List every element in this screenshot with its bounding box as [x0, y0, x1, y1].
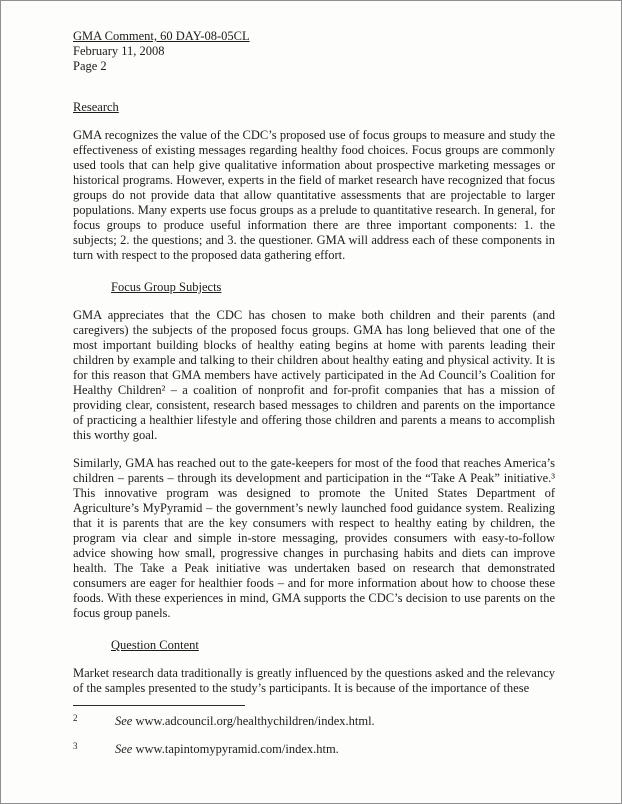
- footnote-3-text: [115, 742, 339, 756]
- paragraph-research-intro: GMA recognizes the value of the CDC’s proposed use of focus groups to measure and study the effectiveness of existing messages regarding healthy food choices. Focus groups are commonly used tools that can help give qualitative information about prospective marketing messages or historical programs. However, experts in the field of market research have recognized that focus groups do not provide data that allow quantitative assessments that are projectable to larger populations. Many experts use focus groups as a prelude to quantitative research. In general, for focus groups to produce useful information there are three important components: 1. the subjects; 2. the questions; and 3. the questioner. GMA will address each of these components in turn with respect to the proposed data gathering effort.: [73, 128, 555, 262]
- subsection-heading-question-content: Question Content: [111, 638, 199, 652]
- footnote-3-number: 3: [73, 741, 78, 751]
- footnote-2-number: 2: [73, 713, 78, 723]
- footnotes-section: [73, 705, 555, 767]
- paragraph-focus-group-subjects-1: GMA appreciates that the CDC has chosen to make both children and their parents (and caregivers) the subjects of the proposed focus groups. GMA has long believed that one of the most important building blocks of healthy eating begins at home with parents leading their children by example and talking to their children about healthy eating and physical activity. It is for this reason that GMA members have actively participated in the Ad Council’s Coalition for Healthy Children² – a coalition of nonprofit and for-profit companies that has a mission of providing clear, consistent, research based messages to children and parents on the importance of practicing a healthier lifestyle and offering those children and parents a means to accomplish this worthy goal.: [73, 308, 555, 442]
- section-heading-research: Research: [73, 100, 119, 114]
- paragraph-question-content: Market research data traditionally is greatly influenced by the questions asked and the relevancy of the samples presented to the study’s participants. It is because of the importance of these: [73, 666, 555, 695]
- document-reference: GMA Comment, 60 DAY-08-05CL: [73, 29, 250, 43]
- footnote-separator: [73, 705, 245, 706]
- paragraph-focus-group-subjects-2: Similarly, GMA has reached out to the gate-keepers for most of the food that reaches America’s children – parents – through its development and participation in the “Take A Peak” initiative.³ This innovative program was designed to promote the United States Department of Agriculture’s MyPyramid – the government’s newly launched food guidance system. Realizing that it is parents that are the key consumers with respect to healthy eating by children, the program via clear and simple in-store messaging, provides consumers with easy-to-follow advice showing how small, progressive changes in purchasing habits and diets can improve health. The Take a Peak initiative was undertaken based on research that demonstrated consumers are eager for healthier foods – and for more information about how to choose these foods. With these experiences in mind, GMA supports the CDC’s decision to use parents on the focus group panels.: [73, 456, 555, 620]
- document-date: February 11, 2008: [73, 44, 165, 58]
- footnote-3-url: www.tapintomypyramid.com/index.htm.: [132, 742, 339, 756]
- footnote-2: [73, 711, 555, 729]
- footnote-3: [73, 739, 555, 757]
- footnote-2-url: www.adcouncil.org/healthychildren/index.html.: [132, 714, 375, 728]
- footnote-2-text: [115, 714, 375, 728]
- subsection-heading-focus-group-subjects: Focus Group Subjects: [111, 280, 222, 294]
- footnote-3-see-label: See: [115, 742, 133, 756]
- page-number: Page 2: [73, 59, 107, 73]
- document-header: [73, 29, 555, 74]
- footnote-2-see-label: See: [115, 714, 133, 728]
